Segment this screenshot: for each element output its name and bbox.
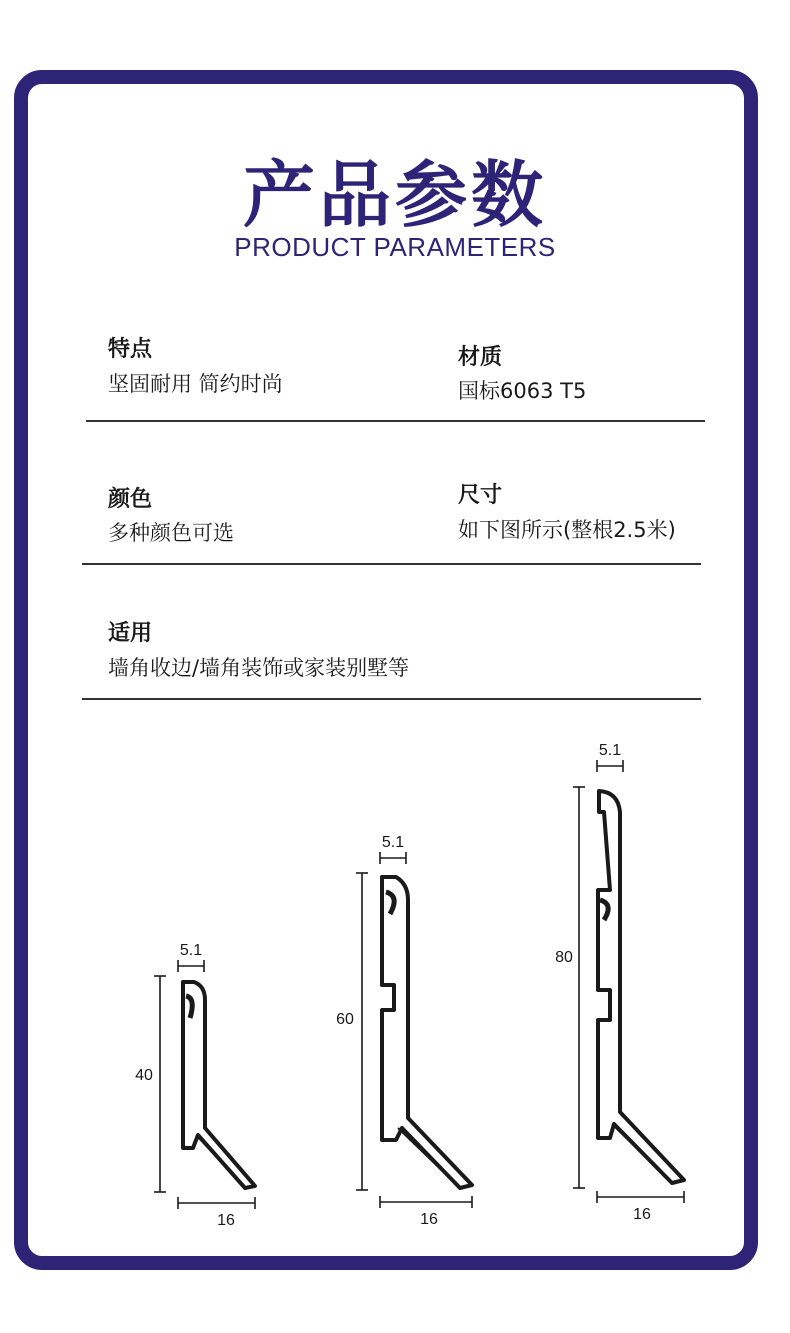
dim-height-1: 40 bbox=[135, 1067, 153, 1084]
page-subtitle: PRODUCT PARAMETERS bbox=[234, 232, 556, 262]
page-title: 产品参数 bbox=[242, 153, 547, 237]
dim-top-1: 5.1 bbox=[179, 942, 203, 959]
dim-width-3: 16 bbox=[633, 1206, 651, 1223]
feature-label: 特点 bbox=[108, 337, 153, 362]
usage-value: 墙角收边/墙角装饰或家装别墅等 bbox=[108, 656, 410, 680]
color-value: 多种颜色可选 bbox=[108, 521, 234, 545]
material-label: 材质 bbox=[458, 345, 503, 370]
profile-80-drawing bbox=[573, 760, 684, 1203]
size-value: 如下图所示(整根2.5米) bbox=[458, 518, 676, 542]
dim-height-2: 60 bbox=[336, 1011, 354, 1028]
material-value: 国标6063 T5 bbox=[458, 379, 587, 403]
dim-height-3: 80 bbox=[555, 949, 573, 966]
dim-top-3: 5.1 bbox=[598, 742, 622, 759]
profile-60-drawing bbox=[356, 852, 472, 1208]
color-label: 颜色 bbox=[108, 487, 153, 512]
dim-width-2: 16 bbox=[420, 1211, 438, 1228]
feature-value: 坚固耐用 简约时尚 bbox=[108, 372, 283, 396]
profile-40-drawing bbox=[154, 960, 255, 1209]
size-label: 尺寸 bbox=[458, 483, 503, 508]
dim-width-1: 16 bbox=[217, 1212, 235, 1229]
dim-top-2: 5.1 bbox=[381, 834, 405, 851]
usage-label: 适用 bbox=[108, 621, 153, 646]
